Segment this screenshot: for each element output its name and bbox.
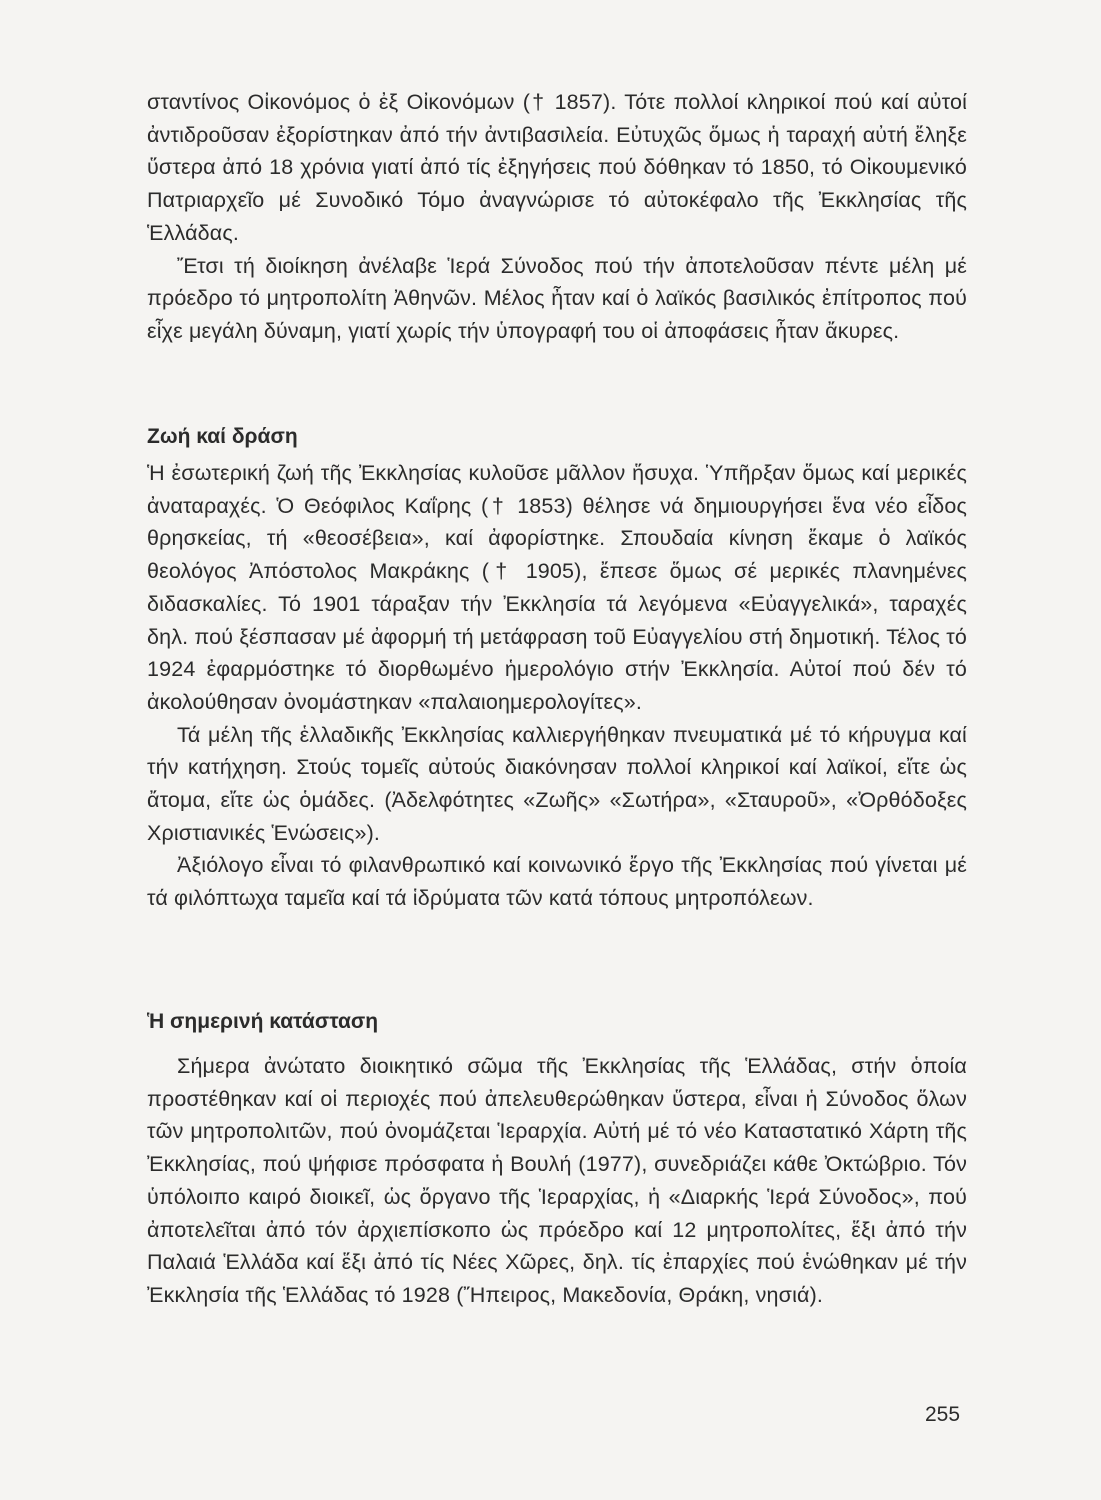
section1-paragraph-1: Ἡ ἐσωτερική ζωή τῆς Ἐκκλησίας κυλοῦσε μᾶλλον ἥσυχα. Ὑπῆρξαν ὅμως καί μερικές ἀναταραχές. Ὁ Θεόφιλος Καΐρης († 1853) θέλησε νά δημιουργήσει ἕνα νέο εἶδος θρησκείας, τή «θεοσέβεια», καί ἀφορίστηκε. Σπουδαία κίνηση ἔκαμε ὁ λαϊκός θεολόγος Ἀπόστολος Μακράκης († 1905), ἔπεσε ὅμως σέ μερικές πλανημένες διδασκαλίες. Τό 1901 τάραξαν τήν Ἐκκλησία τά λεγόμενα «Εὐαγγελικά», ταραχές δηλ. πού ξέσπασαν μέ ἀφορμή τή μετάφραση τοῦ Εὐαγγελίου στή δημοτική. Τέλος τό 1924 ἐφαρμόστηκε τό διορθωμένο ἡμερολόγιο στήν Ἐκκλησία. Αὐτοί πού δέν τό ἀκολούθησαν ὀνομάστηκαν «παλαιοημερολογίτες». bbox=[147, 461, 967, 714]
intro-paragraph-2: Ἔτσι τή διοίκηση ἀνέλαβε Ἱερά Σύνοδος πού τήν ἀποτελοῦσαν πέντε μέλη μέ πρόεδρο τό μητροπολίτη Ἀθηνῶν. Μέλος ἦταν καί ὁ λαϊκός βασιλικός ἐπίτροπος πού εἶχε μεγάλη δύναμη, γιατί χωρίς τήν ὑπογραφή του οἱ ἀποφάσεις ἦταν ἄκυρες. bbox=[147, 253, 967, 343]
section1-text bbox=[147, 457, 967, 915]
intro-text bbox=[147, 86, 967, 348]
section2-text bbox=[147, 1050, 967, 1312]
section1-paragraph-2: Τά μέλη τῆς ἑλλαδικῆς Ἐκκλησίας καλλιεργήθηκαν πνευματικά μέ τό κήρυγμα καί τήν κατήχηση. Στούς τομεῖς αὐτούς διακόνησαν πολλοί κληρικοί καί λαϊκοί, εἴτε ὡς ἄτομα, εἴτε ὡς ὁμάδες. (Ἀδελφότητες «Ζωῆς» «Σωτήρα», «Σταυροῦ», «Ὀρθόδοξες Χριστιανικές Ἑνώσεις»). bbox=[147, 722, 967, 845]
section-heading-current-state: Ἡ σημερινή κατάσταση bbox=[147, 1010, 379, 1033]
section-heading-life-and-action: Ζωή καί δράση bbox=[147, 425, 298, 448]
intro-paragraph-1: σταντίνος Οἰκονόμος ὁ ἐξ Οἰκονόμων († 1857). Τότε πολλοί κληρικοί πού καί αὐτοί ἀντιδροῦσαν ἐξορίστηκαν ἀπό τήν ἀντιβασιλεία. Εὐτυχῶς ὅμως ἡ ταραχή αὐτή ἔληξε ὕστερα ἀπό 18 χρόνια γιατί ἀπό τίς ἐξηγήσεις πού δόθηκαν τό 1850, τό Οἰκουμενικό Πατριαρχεῖο μέ Συνοδικό Τόμο ἀναγνώρισε τό αὐτοκέφαλο τῆς Ἐκκλησίας τῆς Ἑλλάδας. bbox=[147, 90, 967, 245]
section2-paragraph-1: Σήμερα ἀνώτατο διοικητικό σῶμα τῆς Ἐκκλησίας τῆς Ἑλλάδας, στήν ὁποία προστέθηκαν καί οἱ περιοχές πού ἀπελευθερώθηκαν ὕστερα, εἶναι ἡ Σύνοδος ὅλων τῶν μητροπολιτῶν, πού ὀνομάζεται Ἱεραρχία. Αὐτή μέ τό νέο Καταστατικό Χάρτη τῆς Ἐκκλησίας, πού ψήφισε πρόσφατα ἡ Βουλή (1977), συνεδριάζει κάθε Ὀκτώβριο. Τόν ὑπόλοιπο καιρό διοικεῖ, ὡς ὄργανο τῆς Ἱεραρχίας, ἡ «Διαρκής Ἱερά Σύνοδος», πού ἀποτελεῖται ἀπό τόν ἀρχιεπίσκοπο ὡς πρόεδρο καί 12 μητροπολίτες, ἕξι ἀπό τήν Παλαιά Ἑλλάδα καί ἕξι ἀπό τίς Νέες Χῶρες, δηλ. τίς ἐπαρχίες πού ἑνώθηκαν μέ τήν Ἐκκλησία τῆς Ἑλλάδας τό 1928 (Ἤπειρος, Μακεδονία, Θράκη, νησιά). bbox=[147, 1054, 967, 1307]
page-number: 255 bbox=[925, 1403, 961, 1426]
section1-paragraph-3: Ἀξιόλογο εἶναι τό φιλανθρωπικό καί κοινωνικό ἔργο τῆς Ἐκκλησίας πού γίνεται μέ τά φιλόπτωχα ταμεῖα καί τά ἱδρύματα τῶν κατά τόπους μητροπόλεων. bbox=[147, 853, 967, 911]
